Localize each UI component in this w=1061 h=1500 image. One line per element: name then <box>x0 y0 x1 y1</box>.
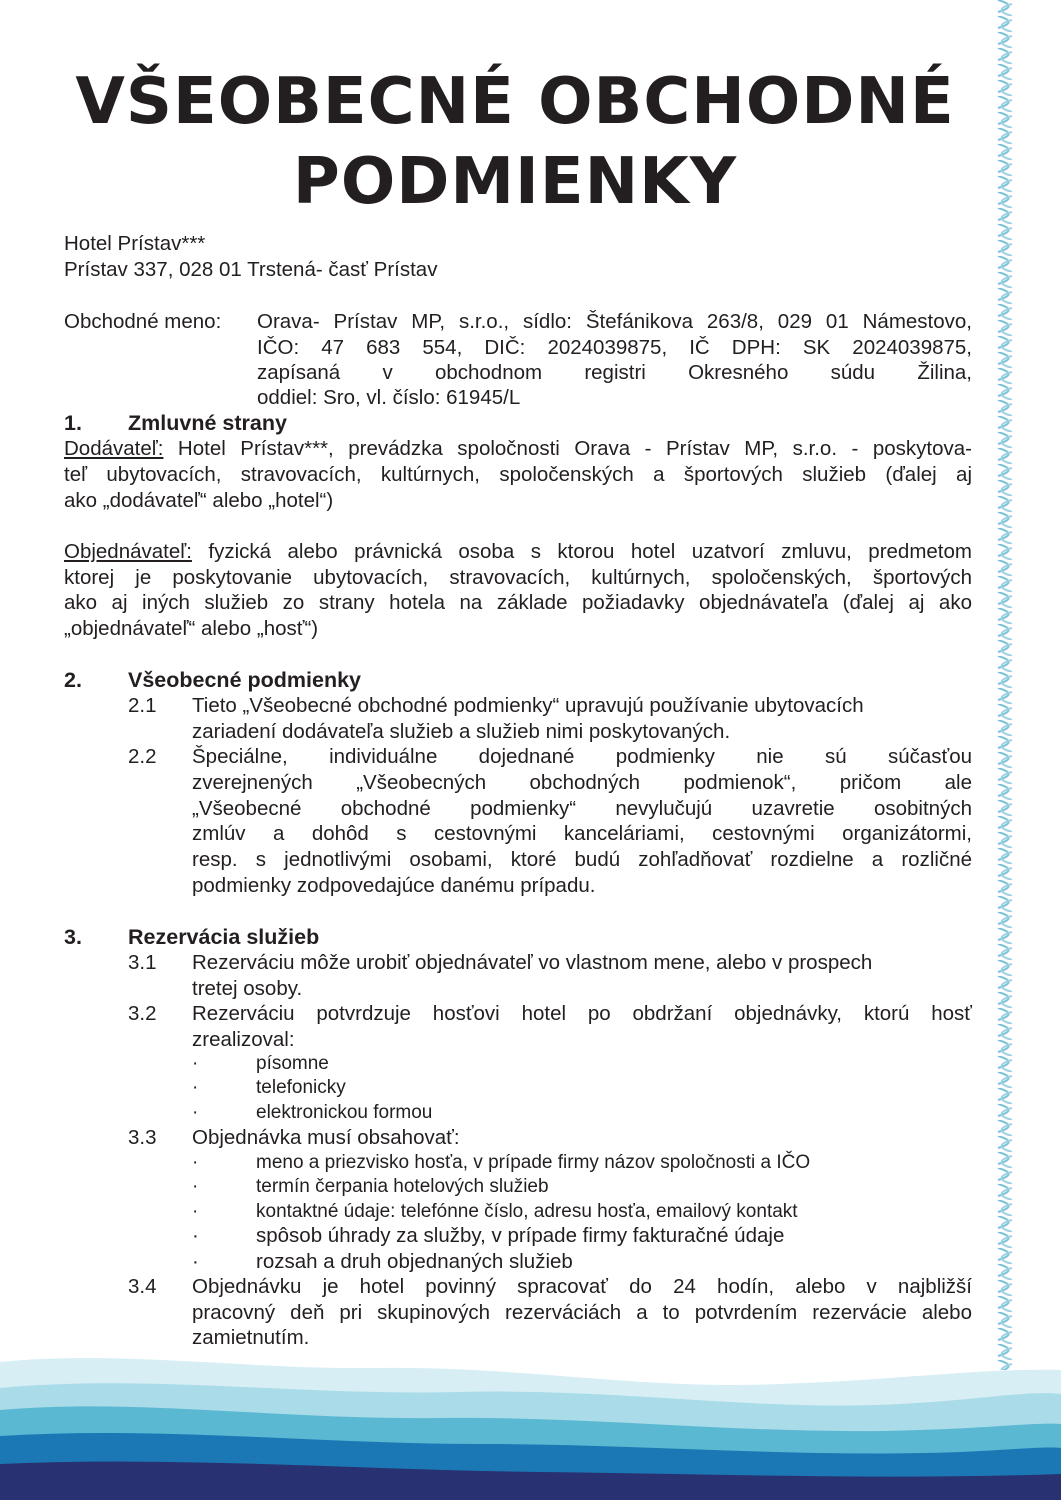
item-3-1-line-1: Rezerváciu môže urobiť objednávateľ vo vlastnom mene, alebo v prospech <box>192 951 873 974</box>
item-3-2-number: 3.2 <box>128 1002 157 1025</box>
company-line-3: zapísaná v obchodnom registri Okresného súdu Žilina, <box>257 361 972 384</box>
item-3-2-line-2: zrealizoval: <box>192 1028 295 1051</box>
item-2-1-line-2: zariadení dodávateľa služieb a služieb nimi poskytovaných. <box>192 720 731 743</box>
section-1-title: Zmluvné strany <box>128 411 287 435</box>
section-1-number: 1. <box>64 411 82 435</box>
section-2-number: 2. <box>64 668 82 692</box>
bullet-item-name: meno a priezvisko hosťa, v prípade firmy názov spoločnosti a IČO <box>256 1152 811 1173</box>
item-3-3-line-1: Objednávka musí obsahovať: <box>192 1126 460 1149</box>
company-label: Obchodné meno: <box>64 310 222 333</box>
item-3-4-number: 3.4 <box>128 1275 157 1298</box>
customer-paragraph-line-4: „objednávateľ“ alebo „hosť“) <box>64 617 319 640</box>
bullet-item-contact: kontaktné údaje: telefónne číslo, adresu hosťa, emailový kontakt <box>256 1201 798 1222</box>
wave-decoration <box>0 1340 1061 1500</box>
item-2-1-number: 2.1 <box>128 694 157 717</box>
company-line-2: IČO: 47 683 554, DIČ: 2024039875, IČ DPH: SK 2024039875, <box>257 336 972 359</box>
bullet-item-written: písomne <box>256 1053 329 1074</box>
supplier-paragraph-line-2: teľ ubytovacích, stravovacích, kultúrnych, spoločenských a športových služieb (ďalej aj <box>64 463 972 486</box>
item-3-2-line-1: Rezerváciu potvrdzuje hosťovi hotel po obdržaní objednávky, ktorú hosť <box>192 1002 972 1025</box>
supplier-paragraph-line-1 <box>64 436 972 462</box>
item-3-4-line-3: zamietnutím. <box>192 1326 310 1349</box>
item-3-1-number: 3.1 <box>128 951 157 974</box>
item-3-4-line-2: pracovný deň pri skupinových rezerváciách a to potvrdením rezervácie alebo <box>192 1301 972 1324</box>
item-2-2-line-2: zverejnených „Všeobecných obchodných podmienok“, pričom ale <box>192 771 972 794</box>
section-3-title: Rezervácia služieb <box>128 925 320 949</box>
section-3-number: 3. <box>64 925 82 949</box>
bullet-item-scope: rozsah a druh objednaných služieb <box>256 1250 573 1273</box>
customer-paragraph-line-3: ako aj iných služieb zo strany hotela na základe požiadavky objednávateľa (ďalej aj ako <box>64 591 972 614</box>
supplier-label: Dodávateľ: <box>64 437 164 460</box>
bullet-marker: · <box>192 1250 199 1273</box>
item-3-3-number: 3.3 <box>128 1126 157 1149</box>
customer-text-1: fyzická alebo právnická osoba s ktorou hotel uzatvorí zmluvu, predmetom <box>191 540 972 563</box>
bullet-marker: · <box>192 1077 199 1098</box>
bullet-marker: · <box>192 1152 199 1173</box>
company-line-1: Orava- Prístav MP, s.r.o., sídlo: Štefánikova 263/8, 029 01 Námestovo, <box>257 310 972 333</box>
bullet-marker: · <box>192 1224 199 1247</box>
item-2-2-line-3: „Všeobecné obchodné podmienky“ nevylučujú uzavretie osobitných <box>192 797 972 820</box>
bullet-marker: · <box>192 1201 199 1222</box>
item-2-2-number: 2.2 <box>128 745 157 768</box>
item-3-1-line-2: tretej osoby. <box>192 977 303 1000</box>
bullet-item-payment: spôsob úhrady za služby, v prípade firmy fakturačné údaje <box>256 1224 785 1247</box>
customer-label: Objednávateľ: <box>64 540 192 563</box>
item-2-2-line-1: Špeciálne, individuálne dojednané podmienky nie sú súčasťou <box>192 745 972 768</box>
supplier-paragraph-line-3: ako „dodávateľ“ alebo „hotel“) <box>64 489 334 512</box>
bullet-item-phone: telefonicky <box>256 1077 346 1098</box>
document-title-line-1: VŠEOBECNÉ OBCHODNÉ <box>75 65 955 139</box>
bullet-item-term: termín čerpania hotelových služieb <box>256 1176 549 1197</box>
item-3-4-line-1: Objednávku je hotel povinný spracovať do 24 hodín, alebo v najbližší <box>192 1275 972 1298</box>
hotel-name: Hotel Prístav*** <box>64 232 206 255</box>
item-2-2-line-5: resp. s jednotlivými osobami, ktoré budú zohľadňovať rozdielne a rozličné <box>192 848 972 871</box>
company-line-4: oddiel: Sro, vl. číslo: 61945/L <box>257 386 521 409</box>
customer-paragraph-line-1 <box>64 539 972 565</box>
item-2-2-line-6: podmienky zodpovedajúce danému prípadu. <box>192 874 596 897</box>
bullet-marker: · <box>192 1053 199 1074</box>
bullet-item-electronic: elektronickou formou <box>256 1102 433 1123</box>
document-title-line-2: PODMIENKY <box>292 145 738 219</box>
bullet-marker: · <box>192 1176 199 1197</box>
item-2-1-line-1: Tieto „Všeobecné obchodné podmienky“ upravujú používanie ubytovacích <box>192 694 864 717</box>
hotel-address: Prístav 337, 028 01 Trstená- časť Prístav <box>64 258 438 281</box>
bullet-marker: · <box>192 1102 199 1123</box>
supplier-text-1: Hotel Prístav***, prevádzka spoločnosti Orava - Prístav MP, s.r.o. - poskytova- <box>163 437 972 460</box>
rope-decoration <box>994 0 1016 1370</box>
section-2-title: Všeobecné podmienky <box>128 668 361 692</box>
item-2-2-line-4: zmlúv a dohôd s cestovnými kanceláriami, cestovnými organizátormi, <box>192 822 972 845</box>
customer-paragraph-line-2: ktorej je poskytovanie ubytovacích, stravovacích, kultúrnych, spoločenských, športových <box>64 566 972 589</box>
